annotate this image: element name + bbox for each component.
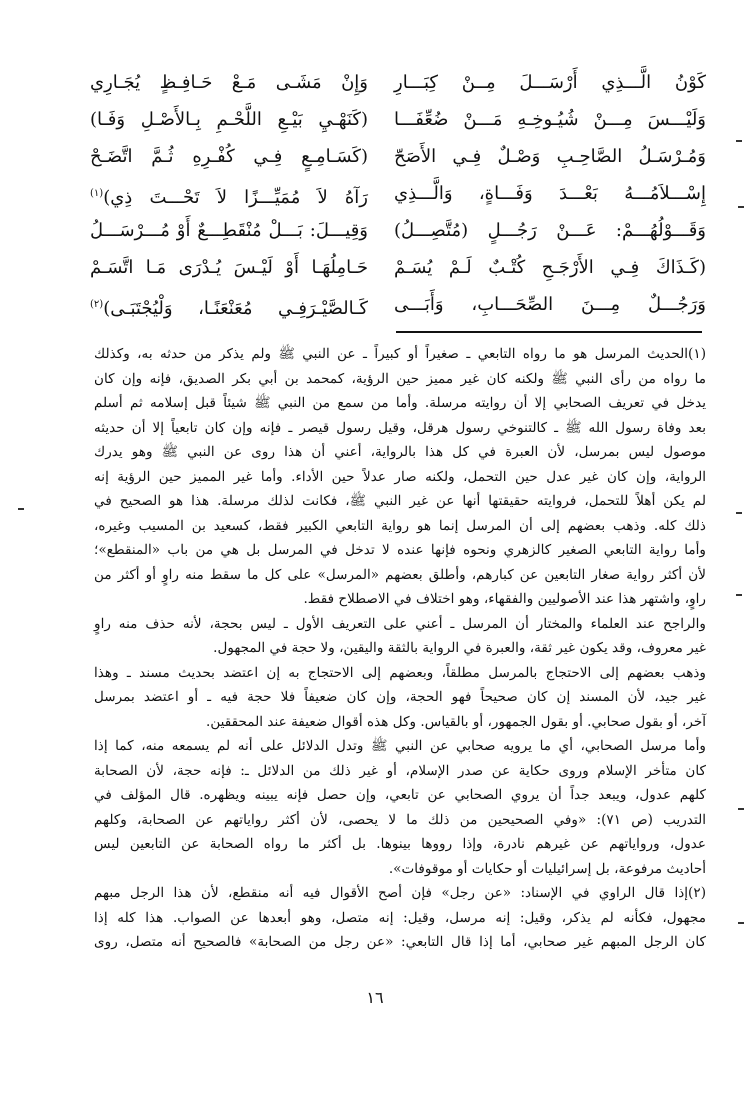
footnote-line: ما رواه من رأى النبي ﷺ ولكنه كان غير مميز حين الرؤية، كمحمد بن أبي بكر الصديق، فإنه وإن كان: [94, 370, 706, 387]
verse-line: (كَسَـامِـعٍ فِـي كُفْـرِهِ ثُـمَّ اتَّضَـحْ: [90, 146, 368, 167]
scan-mark: [18, 508, 24, 510]
verse-line: وَقِيـــلَ: بَـــلْ مُنْقَطِـــعٌ أَوْ مُـــرْسَـــلُ: [90, 220, 368, 241]
verse-line: حَـامِلُهَـا أَوْ لَيْـسَ يُـدْرَى مَـا اتَّسَـمْ: [90, 257, 368, 278]
footnote-line: بعد وفاة رسول الله ﷺ ـ كالتنوخي رسول هرقل، وقيل رسول قيصر ـ فإنه وإن كان تابعياً إلا أن حديثه: [94, 419, 706, 436]
footnote-line: التدريب (ص ٧١): «وفي الصحيحين من ذلك ما لا يحصى، لأن أكثر رواياتهم عن الصحابة، وكلهم: [94, 811, 707, 828]
verse-line: وَقَـــوْلُهُـــمْ: عَـــنْ رَجُـــلٍ (مُتَّصِـــلُ): [394, 220, 706, 241]
scan-mark: [736, 140, 742, 142]
verse-line: وَلَيْـــسَ مِـــنْ شُيُـوخِـهِ مَـــنْ ضُعِّفَـــا: [394, 109, 706, 130]
footnote-line: موصول ليس بمرسل، لأن العبرة في كل هذا بالرواية، أعني أن هذا روى عن النبي ﷺ وهو يدرك: [94, 444, 706, 460]
verse-line-with-ref: [90, 175, 368, 212]
verse-line: كَوْنُ الَّـــذِي أَرْسَـــلَ مِــنْ كِبَـــارِ: [394, 72, 706, 93]
footnote-separator: [396, 331, 702, 333]
footnote-line: وذهب بعضهم إلى الاحتجاج بالمرسل مطلقاً، وبعضهم إلى الاحتجاج به إن اعتضد بحديث مسند ـ وهذا: [94, 664, 706, 681]
footnote-line: ذلك كله. وذهب بعضهم إلى أن المرسل إنما هو رواية التابعي الكبير فقط، كسعيد بن المسيب وغيره،: [94, 517, 706, 534]
footnote-ref-1: (١): [90, 188, 104, 199]
verse-line: وَرَجُـــلٌ مِـــنَ الصِّحَـــابِ، وَأَبَـــى: [394, 294, 706, 315]
footnote-line: راوٍ، واشتهر هذا عند الأصوليين والفقهاء، وهو اختلاف في الاصطلاح فقط.: [303, 591, 706, 607]
page-number: ١٦: [366, 988, 384, 1007]
scan-mark: [738, 922, 744, 924]
footnote-line: وأما مرسل الصحابي، أي ما يرويه صحابي عن النبي ﷺ وتدل الدلائل على أنه لم يسمعه منه، كما إذا: [94, 738, 706, 754]
footnote-ref-2: (٢): [90, 299, 104, 310]
scan-mark: [738, 206, 744, 208]
footnote-line: والراجح عند العلماء والمختار أن المرسل ـ أعني على التعريف الأول ـ ليس بحجة، لأنه حذف منه راوٍ: [94, 615, 706, 632]
verse-column-first-hemistich: [394, 64, 706, 323]
verse-line: (كَـذَاكَ فِـي الأَرْجَـحِ كُتْـبٌ لَـمْ يُسَـمْ: [394, 257, 706, 278]
footnote-line: مجهول، فكأنه لم يذكر، وقيل: إنه مرسل، وقيل: إنه متصل، وهو أبعدها عن الصواب. هذا كله إذا: [94, 909, 706, 926]
footnote-line: عدول، ورواياتهم عن غيرهم نادرة، وإذا رووها بينوها. بل أكثر ما رواه الصحابة عن التابعين ليس: [94, 836, 706, 852]
verse-line: إِسْـــلاَمُـــهُ بَعْـــدَ وَفَـــاةٍ، وَالَّـــذِي: [394, 183, 706, 204]
footnote-line: كان متأخر الإسلام وروى حكاية عن صدر الإسلام، أو غير ذلك من الدلائل ـ: فإنه حجة، لأن الصحابة: [94, 762, 706, 779]
footnote-line: غير جيد، لأن المسند إن كان صحيحاً فهو الحجة، وإن كان ضعيفاً فلا حجة فيه ـ أو اعتضد بمرسل: [94, 689, 706, 705]
footnote-line: لم يكن أهلاً للتحمل، فروايته حقيقتها أنها عن غير النبي ﷺ، فكانت لذلك مرسلة. هذا هو الصحيح في: [94, 493, 706, 509]
footnote-line: كلهم عدول، ويبعد جداً أن يروي الصحابي عن تابعي، وإن حصل فإنه يبينه ويظهره. قال المؤلف في: [94, 787, 706, 803]
footnote-line: الرواية، وإن كان غير عدل حين التحمل، ولكنه صار عدلاً حين الأداء. وأما غير المميز حين الرؤية إنه: [94, 468, 706, 485]
footnote-line: (٢)إذا قال الراوي في الإسناد: «عن رجل» فإن أصح الأقوال فيه أنه منقطع، لأن هذا الرجل مبهم: [94, 885, 706, 901]
scan-mark: [736, 512, 742, 514]
footnote-line: يدخل في تعريف الصحابي إلا أن روايته مرسلة. وأما من سمع من النبي ﷺ شيئاً قبل إسلامه ثم أسلم: [94, 395, 706, 411]
verse-text: كَـالصَّيْـرَفِـي مُعَنْعَنًـا، وَلْيُجْتَبَـى): [103, 298, 368, 319]
footnotes: [94, 342, 706, 955]
footnote-line: وأما رواية التابعي الصغير كالزهري ونحوه فإنها عنده لا تدخل في المرسل بل هي من باب «المنقطع»؛: [94, 542, 706, 558]
footnote-line: غير معروف، وقد يكون غير ثقة، والعبرة في الرواية بالثقة واليقين، ولا حجة في المجهول.: [213, 640, 706, 656]
scan-mark: [738, 808, 744, 810]
verse-line-with-ref: [90, 286, 368, 323]
footnote-line: كان الرجل المبهم غير صحابي، أما إذا قال التابعي: «عن رجل من الصحابة» فالصحيح أنه متصل، روى: [94, 934, 706, 950]
verse-line: (كَنَهْـيِ بَيْـعِ اللَّحْـمِ بِـالأَصْـلِ وَفَـا): [90, 109, 368, 130]
footnote-line: لأن أكثر رواية صغار التابعين عن كبارهم، وأطلق بعضهم «المرسل» على كل ما سقط منه راوٍ أو أكثر من: [94, 566, 706, 583]
footnote-line: أحاديث مرفوعة، بل إسرائيليات أو حكايات أو موقوفات».: [388, 860, 706, 877]
verse-column-second-hemistich: [90, 64, 368, 323]
verse-line: وَإِنْ مَشَـى مَـعْ حَـافِـظٍ يُجَـارِي: [90, 72, 368, 93]
verse-text: رَآهُ لاَ مُمَيِّـــزًا لاَ تَحْـــتَ ذِي): [103, 187, 368, 208]
footnote-line: (١)الحديث المرسل هو ما رواه التابعي ـ صغيراً أو كبيراً ـ عن النبي ﷺ ولم يذكر من حدثه به، وكذلك: [94, 346, 706, 362]
footnote-line: آخر، أو بقول صحابي. أو بقول الجمهور، أو بالقياس. وكل هذه أقوال ضعيفة عند المحققين.: [206, 713, 706, 730]
verse-line: وَمُـرْسَـلُ الصَّاحِـبِ وَصْـلٌ فِـي الأَصَحّ: [394, 146, 706, 167]
scan-mark: [736, 594, 742, 596]
